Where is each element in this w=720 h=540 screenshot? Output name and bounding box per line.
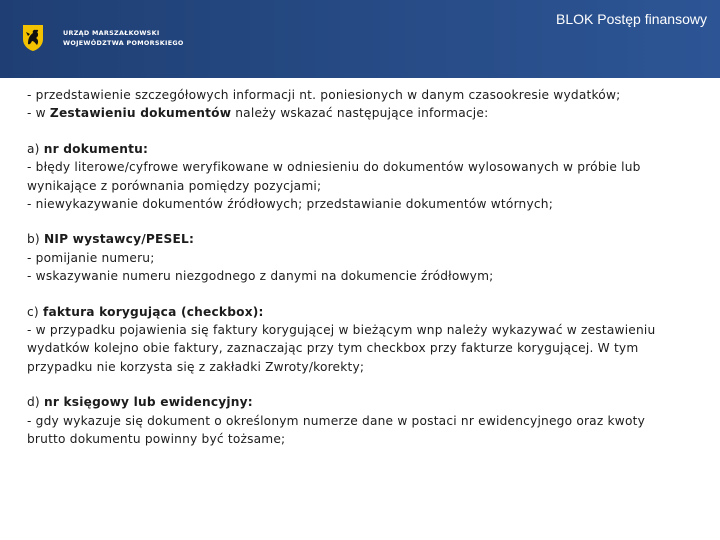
section-c-line-1: - w przypadku pojawienia się faktury korygującej w bieżącym wnp należy wykazywać w zestawieniu	[27, 323, 656, 338]
spacer	[27, 376, 687, 393]
intro-line-2	[27, 104, 687, 122]
section-heading-a	[27, 140, 687, 158]
section-heading-c	[27, 303, 687, 321]
section-b-line-1: - pomijanie numeru;	[27, 250, 155, 265]
org-line-1: URZĄD MARSZAŁKOWSKI	[63, 29, 160, 37]
intro-line-2-suffix: należy wskazać następujące informacje:	[231, 106, 489, 121]
heading-text: nr księgowy lub ewidencyjny:	[43, 395, 253, 410]
intro-line-2-prefix: - w	[27, 106, 50, 121]
heading-text: NIP wystawcy/PESEL:	[43, 232, 195, 247]
heading-prefix: c)	[27, 304, 43, 319]
section-b-line-2: - wskazywanie numeru niezgodnego z danymi na dokumencie źródłowym;	[27, 269, 494, 284]
griffin-coat-of-arms-icon	[22, 24, 44, 52]
section-d-line-2: brutto dokumentu powinny być tożsame;	[27, 432, 286, 447]
section-a-line-1: - błędy literowe/cyfrowe weryfikowane w odniesieniu do dokumentów wylosowanych w próbie lub	[27, 160, 641, 175]
header-bar	[0, 0, 720, 78]
spacer	[27, 123, 687, 140]
intro-line-2-bold: Zestawieniu dokumentów	[49, 106, 232, 121]
organization-name	[63, 28, 184, 48]
section-c-line-2: wydatków kolejno obie faktury, zaznaczając przy tym checkbox przy fakturze korygującej. W tym	[27, 341, 639, 356]
spacer	[27, 213, 687, 230]
section-a-line-3: - niewykazywanie dokumentów źródłowych; przedstawianie dokumentów wtórnych;	[27, 197, 554, 212]
section-heading-b	[27, 230, 687, 248]
intro-line-1: - przedstawienie szczegółowych informacji nt. poniesionych w danym czasookresie wydatków;	[27, 88, 621, 102]
section-c-line-3: przypadku nie korzysta się z zakładki Zwroty/korekty;	[27, 359, 365, 374]
spacer	[27, 286, 687, 303]
slide-title: BLOK Postęp finansowy	[556, 11, 707, 27]
org-line-2: WOJEWÓDZTWA POMORSKIEGO	[63, 39, 184, 47]
heading-text: faktura korygująca (checkbox):	[42, 304, 264, 319]
heading-prefix: a)	[27, 141, 44, 156]
heading-prefix: b)	[27, 232, 44, 247]
slide-content	[27, 86, 687, 449]
heading-prefix: d)	[27, 395, 44, 410]
section-a-line-2: wynikające z porównania pomiędzy pozycjami;	[27, 178, 322, 193]
section-heading-d	[27, 393, 687, 411]
heading-text: nr dokumentu:	[43, 141, 149, 156]
section-d-line-1: - gdy wykazuje się dokument o określonym numerze dane w postaci nr ewidencyjnego oraz kwoty	[27, 413, 645, 428]
